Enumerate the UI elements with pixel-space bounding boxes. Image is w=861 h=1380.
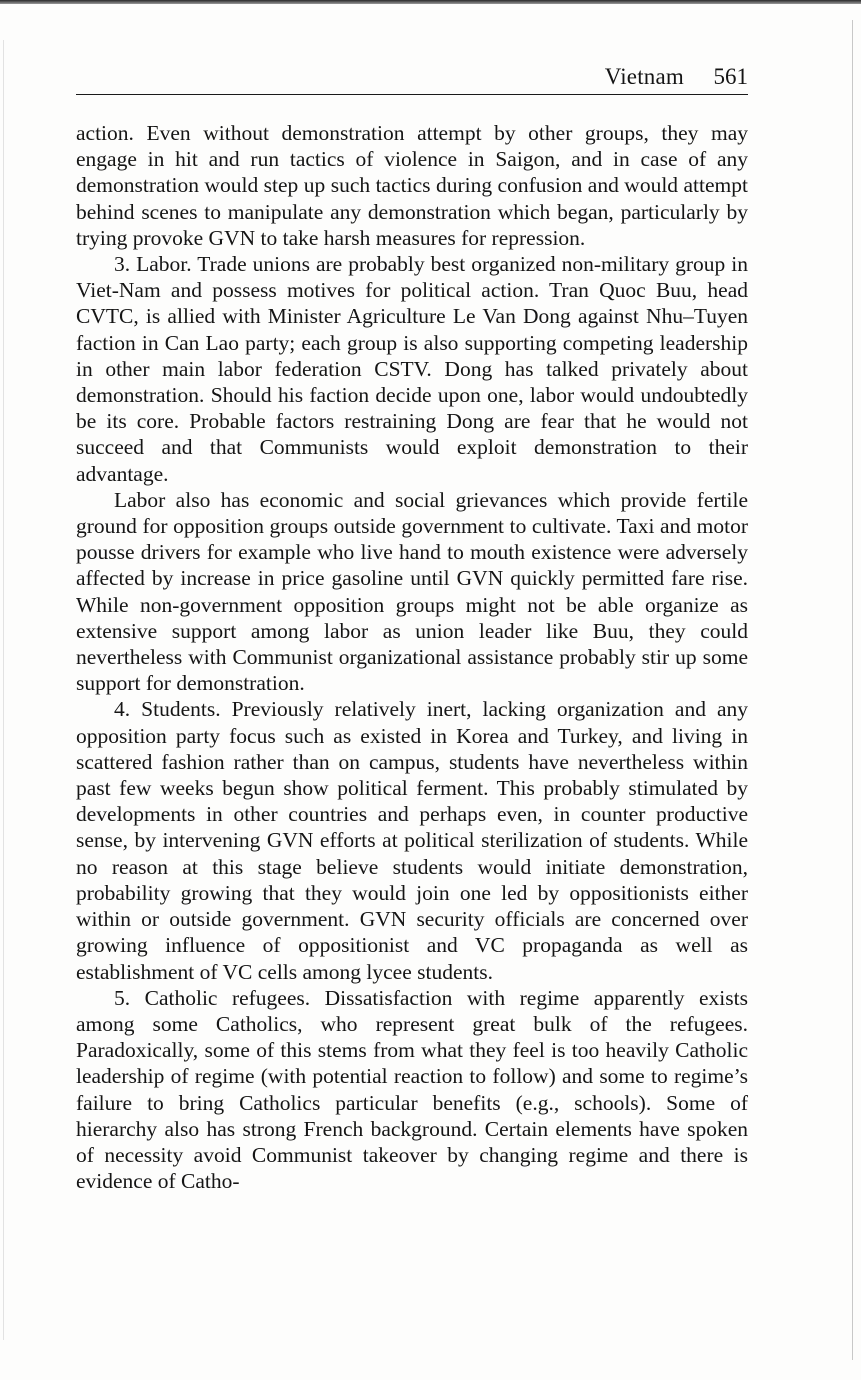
paragraph-catholic-refugees: 5. Catholic refugees. Dissatisfaction with regime apparently exists among some Catholics, who represent great bulk of the refugees. Paradoxically, some of this stems from what they feel is too heavily Catholic leadership of regime (with potential reaction to follow) and some to regime’s failure to bring Catholics particular benefits (e.g., schools). Some of hierarchy also has strong French background. Certain elements have spoken of necessity avoid Communist takeover by changing regime and there is evidence of Catho- xyxy=(76,985,748,1194)
paragraph-labor: 3. Labor. Trade unions are probably best organized non-military group in Viet-Nam and possess motives for political action. Tran Quoc Buu, head CVTC, is allied with Minister Agriculture Le Van Dong against Nhu–Tuyen faction in Can Lao party; each group is also supporting competing leadership in other main labor federation CSTV. Dong has talked privately about demonstration. Should his faction decide upon one, labor would undoubtedly be its core. Probable factors restraining Dong are fear that he would not succeed and that Communists would exploit demonstration to their advantage. xyxy=(76,252,748,486)
scan-edge-right xyxy=(852,20,853,1360)
body-text xyxy=(76,120,748,1194)
paragraph-continuation: action. Even without demonstration attempt by other groups, they may engage in hit and run tactics of violence in Saigon, and in case of any demonstration would step up such tactics during confusion and would attempt behind scenes to manipulate any demonstration which began, particularly by trying provoke GVN to take harsh measures for repression. xyxy=(76,121,748,250)
scan-edge-left xyxy=(3,40,4,1340)
paragraph-labor-grievances: Labor also has economic and social grievances which provide fertile ground for opposition groups outside government to cultivate. Taxi and motor pousse drivers for example who live hand to mouth existence were adversely affected by increase in price gasoline until GVN quickly permitted fare rise. While non-government opposition groups might not be able organize as extensive support among labor as union leader like Buu, they could nevertheless with Communist organizational assistance probably stir up some support for demonstration. xyxy=(76,487,748,696)
page-number: 561 xyxy=(713,64,748,89)
paragraph-students: 4. Students. Previously relatively inert, lacking organization and any opposition party focus such as existed in Korea and Turkey, and living in scattered fashion rather than on campus, students have nevertheless within past few weeks begun show political ferment. This probably stimulated by developments in other countries and perhaps even, in counter productive sense, by intervening GVN efforts at political sterilization of students. While no reason at this stage believe students would initiate demonstration, probability growing that they would join one led by oppositionists either within or outside government. GVN security officials are concerned over growing influence of oppositionist and VC propaganda as well as establishment of VC cells among lycee students. xyxy=(76,697,748,984)
scan-edge-top xyxy=(0,0,861,4)
running-head xyxy=(76,62,748,95)
running-title: Vietnam xyxy=(604,64,684,89)
